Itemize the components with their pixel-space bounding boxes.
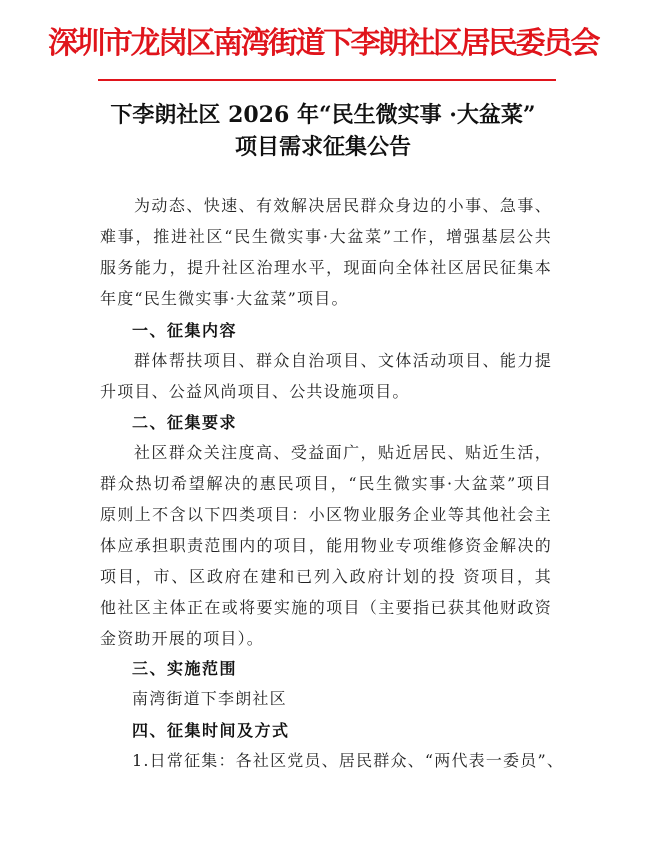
section-heading-time-method: 四、征集时间及方式 xyxy=(132,721,290,740)
section-heading-requirements: 二、征集要求 xyxy=(132,413,238,432)
section-text-time-method: 1.日常征集：各社区党员、居民群众、“两代表一委员”、 xyxy=(132,751,565,770)
section-text-scope: 南湾街道下李朗社区 xyxy=(132,689,287,708)
intro-paragraph: 为动态、快速、有效解决居民群众身边的小事、急事、难事，推进社区“民生微实事·大盆菜”工作，增强基层公共服务能力，提升社区治理水平，现面向全体社区居民征集本年度“民生微实事·大盆菜”项目。 xyxy=(100,196,552,308)
section-text-requirements: 社区群众关注度高、受益面广，贴近居民、贴近生活，群众热切希望解决的惠民项目，“民生微实事·大盆菜”项目原则上不含以下四类项目：小区物业服务企业等其他社会主体应承担职责范围内的项目，能用物业专项维修资金解决的项目，市、区政府在建和已列入政府计划的投 资项目，其他社区主体正在或将要实施的项目（主要指已获其他财政资金资助开展的项目）。 xyxy=(100,443,552,648)
org-letterhead: 深圳市龙岗区南湾街道下李朗社区居民委员会 xyxy=(48,26,598,61)
document-title-line-2: 项目需求征集公告 xyxy=(234,134,411,160)
section-heading-scope: 三、实施范围 xyxy=(132,659,238,678)
letterhead-divider xyxy=(98,79,556,81)
section-heading-content: 一、征集内容 xyxy=(132,321,238,340)
section-text-content: 群体帮扶项目、群众自治项目、文体活动项目、能力提升项目、公益风尚项目、公共设施项目。 xyxy=(100,351,552,401)
document-title-line-1: 下李朗社区 2026 年“民生微实事 ·大盆菜” xyxy=(110,102,536,128)
